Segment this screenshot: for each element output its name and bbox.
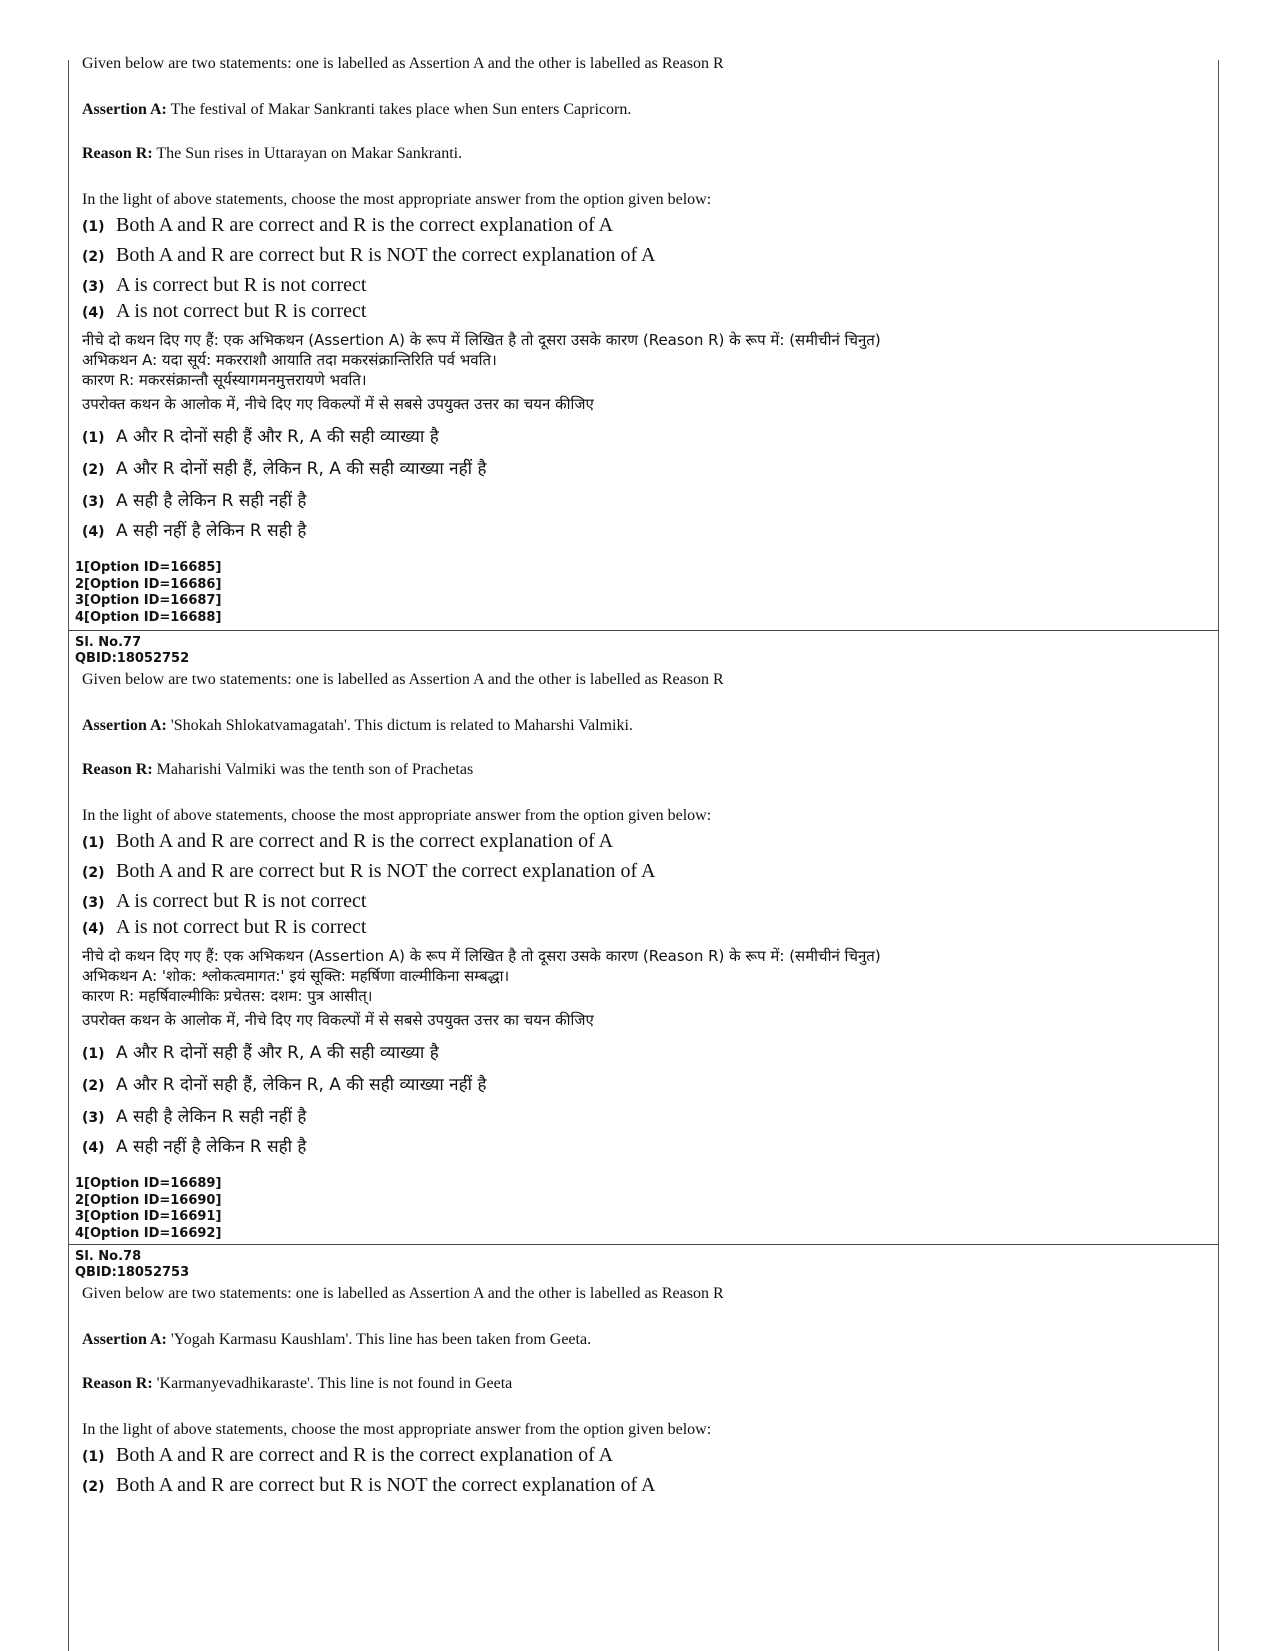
option-item [82,830,613,853]
option-id-list [75,1176,221,1242]
option-text: A is correct but R is not correct [116,890,367,912]
serial-number: Sl. No.77 [75,635,142,650]
option-number: (1) [82,1046,105,1062]
hindi-option-item [82,488,306,511]
option-id: 3[Option ID=16691] [75,1209,222,1224]
hindi-assertion: अभिकथन A: 'शोक: श्लोकत्वमागत:' इयं सूक्ति: महर्षिणा वाल्मीकिना सम्बद्धा। [82,967,510,985]
assertion-statement [82,716,633,736]
option-item [82,1444,613,1467]
reason-label: Reason R: [82,145,153,162]
question-intro: Given below are two statements: one is labelled as Assertion A and the other is labelled as Reason R [82,1285,724,1302]
option-text: A is correct but R is not correct [116,274,367,296]
hindi-option-item [82,424,439,447]
reason-text: Maharishi Valmiki was the tenth son of Prachetas [152,761,474,778]
assertion-text: 'Yogah Karmasu Kaushlam'. This line has been taken from Geeta. [166,1331,592,1348]
option-item [82,300,367,323]
option-text: A सही है लेकिन R सही नहीं है [116,491,307,511]
option-number: (1) [82,835,105,851]
assertion-label: Assertion A: [82,717,167,734]
hindi-reason: कारण R: महर्षिवाल्मीकिः प्रचेतस: दशम: पुत्र आसीत्। [82,987,373,1005]
hindi-instruction: उपरोक्त कथन के आलोक में, नीचे दिए गए विकल्पों में से सबसे उपयुक्त उत्तर का चयन कीजिए [82,1011,594,1029]
option-text: Both A and R are correct but R is NOT the correct explanation of A [116,860,656,882]
option-id: 1[Option ID=16689] [75,1176,222,1191]
question-frame [68,55,1219,1651]
hindi-option-item [82,456,486,479]
qbid: QBID:18052753 [75,1265,190,1280]
option-text: A और R दोनों सही हैं और R, A की सही व्याख्या है [116,427,439,447]
option-item [82,274,367,297]
option-id: 3[Option ID=16687] [75,593,222,608]
option-number: (2) [82,865,105,881]
option-number: (1) [82,1449,105,1465]
option-item [82,244,656,267]
option-number: (4) [82,921,105,937]
option-text: A सही नहीं है लेकिन R सही है [116,521,307,541]
option-number: (3) [82,1110,105,1126]
hindi-option-item [82,518,306,541]
option-item [82,860,656,883]
option-number: (3) [82,279,105,295]
option-text: A is not correct but R is correct [116,916,367,938]
reason-statement [82,1374,512,1394]
hindi-assertion: अभिकथन A: यदा सूर्य: मकरराशौ आयाति तदा मकरसंक्रान्तिरिति पर्व भवति। [82,351,497,369]
reason-label: Reason R: [82,1375,153,1392]
question-separator [69,630,1218,631]
option-text: Both A and R are correct and R is the correct explanation of A [116,1444,614,1466]
option-number: (4) [82,1140,105,1156]
option-text: Both A and R are correct and R is the correct explanation of A [116,214,614,236]
question-instruction: In the light of above statements, choose the most appropriate answer from the option given below: [82,191,712,208]
option-item [82,916,367,939]
reason-statement [82,760,473,780]
hindi-option-item [82,1104,306,1127]
assertion-statement [82,100,631,120]
option-text: A और R दोनों सही हैं और R, A की सही व्याख्या है [116,1043,439,1063]
hindi-preamble: नीचे दो कथन दिए गए हैं: एक अभिकथन (Assertion A) के रूप में लिखित है तो दूसरा उसके कारण (Reason R) के रूप में: (समीचीनं चिनुत) [82,947,881,965]
option-text: A और R दोनों सही हैं, लेकिन R, A की सही व्याख्या नहीं है [116,459,487,479]
option-text: A सही नहीं है लेकिन R सही है [116,1137,307,1157]
option-text: A और R दोनों सही हैं, लेकिन R, A की सही व्याख्या नहीं है [116,1075,487,1095]
option-text: A is not correct but R is correct [116,300,367,322]
option-text: Both A and R are correct but R is NOT the correct explanation of A [116,1474,656,1496]
reason-statement [82,144,462,164]
option-id-list [75,560,221,626]
assertion-label: Assertion A: [82,1331,167,1348]
option-number: (4) [82,305,105,321]
option-number: (2) [82,462,105,478]
reason-label: Reason R: [82,761,153,778]
assertion-label: Assertion A: [82,101,167,118]
option-text: Both A and R are correct and R is the correct explanation of A [116,830,614,852]
assertion-statement [82,1330,591,1350]
option-number: (4) [82,524,105,540]
option-number: (2) [82,249,105,265]
option-number: (3) [82,895,105,911]
option-id: 2[Option ID=16686] [75,576,222,592]
option-id: 1[Option ID=16685] [75,560,222,575]
question-instruction: In the light of above statements, choose the most appropriate answer from the option given below: [82,807,712,824]
question-instruction: In the light of above statements, choose the most appropriate answer from the option given below: [82,1421,712,1438]
option-number: (3) [82,494,105,510]
hindi-reason: कारण R: मकरसंक्रान्तौ सूर्यस्यागमनमुत्तरायणे भवति। [82,371,367,389]
hindi-preamble: नीचे दो कथन दिए गए हैं: एक अभिकथन (Assertion A) के रूप में लिखित है तो दूसरा उसके कारण (Reason R) के रूप में: (समीचीनं चिनुत) [82,331,881,349]
option-id: 4[Option ID=16688] [75,609,222,625]
option-number: (1) [82,430,105,446]
option-item [82,214,613,237]
option-item [82,890,367,913]
qbid: QBID:18052752 [75,651,190,666]
assertion-text: 'Shokah Shlokatvamagatah'. This dictum is related to Maharshi Valmiki. [166,717,633,734]
hindi-instruction: उपरोक्त कथन के आलोक में, नीचे दिए गए विकल्पों में से सबसे उपयुक्त उत्तर का चयन कीजिए [82,395,594,413]
assertion-text: The festival of Makar Sankranti takes place when Sun enters Capricorn. [166,101,632,118]
question-intro: Given below are two statements: one is labelled as Assertion A and the other is labelled as Reason R [82,55,724,72]
hindi-option-item [82,1072,486,1095]
reason-text: The Sun rises in Uttarayan on Makar Sankranti. [152,145,463,162]
hindi-option-item [82,1040,439,1063]
option-number: (2) [82,1078,105,1094]
serial-number: Sl. No.78 [75,1249,142,1264]
question-separator [69,1244,1218,1245]
option-id: 2[Option ID=16690] [75,1192,222,1208]
reason-text: 'Karmanyevadhikaraste'. This line is not found in Geeta [152,1375,513,1392]
option-number: (2) [82,1479,105,1495]
option-number: (1) [82,219,105,235]
question-intro: Given below are two statements: one is labelled as Assertion A and the other is labelled as Reason R [82,671,724,688]
option-text: A सही है लेकिन R सही नहीं है [116,1107,307,1127]
option-id: 4[Option ID=16692] [75,1225,222,1241]
option-text: Both A and R are correct but R is NOT the correct explanation of A [116,244,656,266]
hindi-option-item [82,1134,306,1157]
option-item [82,1474,656,1497]
